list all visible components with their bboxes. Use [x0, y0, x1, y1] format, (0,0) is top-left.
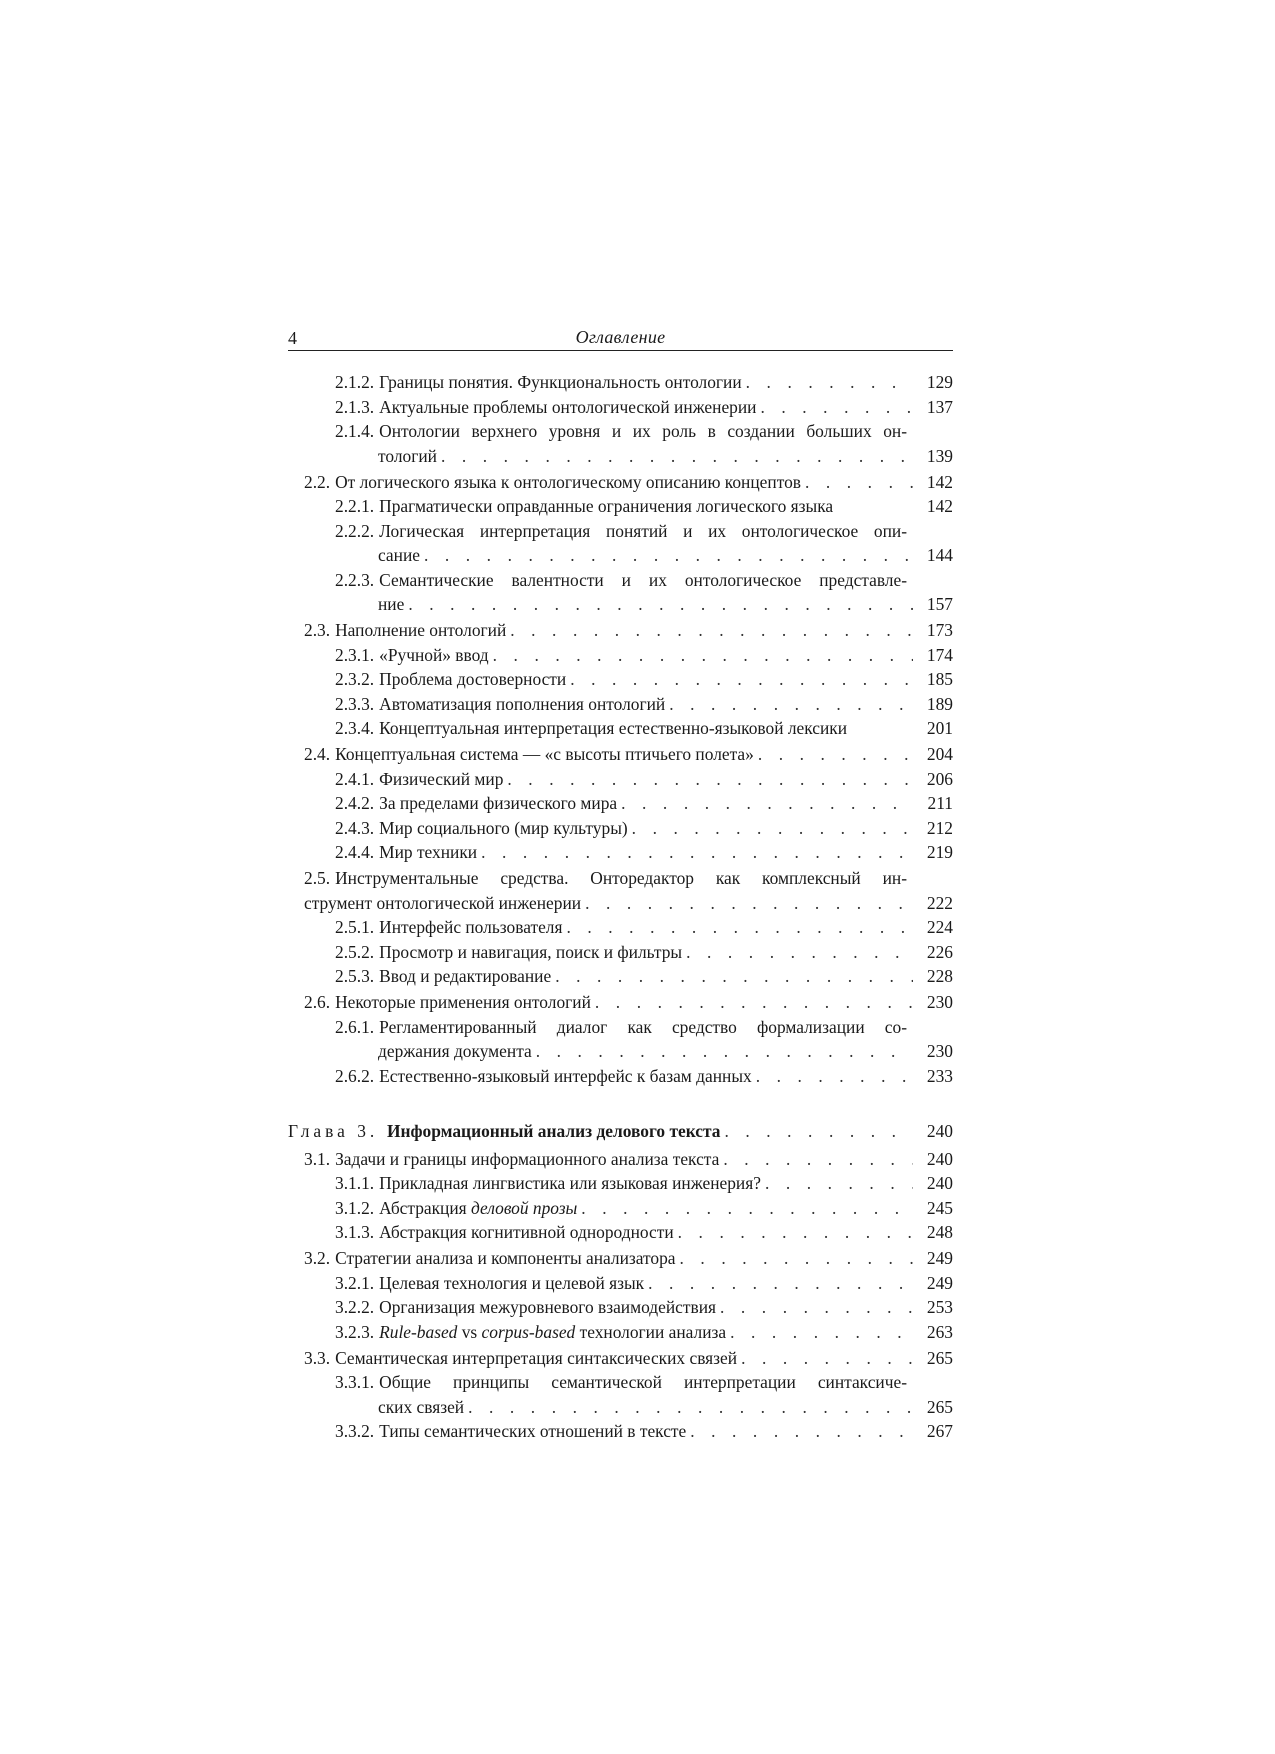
section-number: 2.1.2.: [335, 372, 375, 392]
toc-entry: [304, 1147, 953, 1172]
leader-dots: [408, 592, 913, 617]
section-title: Естественно-языковый интерфейс к базам данных: [379, 1065, 752, 1086]
page-ref: 230: [926, 1041, 953, 1061]
section-title: За пределами физического мира: [379, 793, 618, 813]
page-ref: 189: [926, 693, 953, 714]
page-number: 4: [288, 328, 297, 348]
leader-dots: [424, 543, 913, 568]
leader-dots: [720, 1295, 913, 1320]
page-ref: 240: [926, 1148, 953, 1169]
section-text: [335, 1320, 726, 1345]
section-text: [304, 470, 801, 495]
page-ref: 249: [926, 1272, 953, 1293]
section-text: [335, 1419, 686, 1444]
section-title: Наполнение онтологий: [335, 620, 507, 640]
section-text: [304, 618, 506, 643]
section-title: От логического языка к онтологическому описанию концептов: [335, 471, 801, 492]
leader-dots: [730, 1320, 913, 1345]
section-title: Задачи и границы информационного анализа текста: [335, 1148, 720, 1169]
toc-entry: [335, 395, 953, 420]
section-number: 2.2.1.: [335, 496, 375, 516]
toc-entry: [335, 767, 953, 792]
toc-entry-line: [335, 1171, 953, 1196]
toc-section-chapter-2: [288, 370, 953, 1088]
toc-entry-line: [335, 840, 953, 865]
section-text: [335, 1271, 644, 1296]
toc-entry-line: [335, 940, 953, 965]
leader-dots: [669, 692, 913, 717]
toc-entry: [335, 1196, 953, 1221]
toc-entry-line: [304, 1147, 953, 1172]
leader-dots: [741, 1346, 913, 1371]
toc-entry-line: [335, 494, 953, 519]
section-text: [335, 791, 617, 816]
section-number: 3.3.2.: [335, 1421, 375, 1441]
page-ref: 230: [926, 992, 953, 1012]
section-number: 2.4.2.: [335, 793, 375, 813]
section-title: Стратегии анализа и компоненты анализатора: [335, 1248, 676, 1268]
page-ref: 206: [926, 768, 953, 789]
section-title: Абстракция когнитивной однородности: [379, 1222, 674, 1242]
toc-entry-line: [335, 1320, 953, 1345]
leader-dots: [566, 915, 913, 940]
toc-entry: [335, 1295, 953, 1320]
page-ref: 173: [926, 620, 953, 640]
toc-entry: [335, 692, 953, 717]
section-number: 2.6.: [304, 992, 331, 1012]
section-number: 2.6.1.: [335, 1016, 375, 1037]
section-title: Логическая интерпретация понятий и их онтологическое опи-: [379, 520, 907, 541]
page-ref: 253: [926, 1297, 953, 1317]
toc-entry-line: [335, 816, 953, 841]
section-title: Типы семантических отношений в тексте: [379, 1421, 687, 1441]
toc-entry-line: [335, 1271, 953, 1296]
toc-entry: [335, 1320, 953, 1345]
toc-entry-line: [335, 1395, 953, 1420]
section-title: Абстракция: [379, 1197, 472, 1218]
toc-entry: [335, 667, 953, 692]
toc-entry: [335, 816, 953, 841]
page-ref: 142: [926, 496, 953, 516]
section-number: 2.1.3.: [335, 396, 375, 417]
section-number: 2.3.2.: [335, 669, 375, 689]
section-number: 3.3.: [304, 1347, 331, 1368]
toc-entry-line: [335, 667, 953, 692]
page-ref: 263: [926, 1321, 953, 1342]
toc-entry-line: [335, 1419, 953, 1444]
section-title: Семантическая интерпретация синтаксических связей: [335, 1347, 738, 1368]
leader-dots: [536, 1039, 913, 1064]
section-text: [335, 1220, 674, 1245]
section-number: 3.2.2.: [335, 1297, 375, 1317]
toc-entry-line: [335, 592, 953, 617]
section-text: [304, 1147, 719, 1172]
section-title: Концептуальная интерпретация естественно-языковой лексики: [379, 718, 848, 738]
section-number: 2.4.1.: [335, 768, 375, 789]
toc-entry-line: [335, 543, 953, 568]
toc-entry-line: [304, 618, 953, 643]
toc-entry: [335, 643, 953, 668]
leader-dots: [555, 964, 913, 989]
section-text: [304, 742, 754, 767]
leader-dots: [746, 370, 913, 395]
section-text: [304, 990, 591, 1015]
leader-dots: [570, 667, 913, 692]
section-number: 2.3.1.: [335, 644, 375, 665]
section-number: 2.4.3.: [335, 817, 375, 838]
leader-dots: [621, 791, 913, 816]
toc-entry-line: [304, 866, 953, 891]
toc-entry-line: [335, 1064, 953, 1089]
toc-entry-line: [335, 692, 953, 717]
section-title-continued: держания документа: [378, 1041, 532, 1061]
section-number: 2.2.3.: [335, 569, 375, 590]
toc-entry: [304, 470, 953, 495]
toc-entry: [335, 1271, 953, 1296]
section-title-italic: деловой прозы: [471, 1197, 578, 1218]
section-number: 2.3.3.: [335, 693, 375, 714]
page-ref: 226: [926, 941, 953, 962]
leader-dots: [805, 470, 913, 495]
toc-entry: [304, 1246, 953, 1271]
section-title: Автоматизация пополнения онтологий: [379, 693, 666, 714]
section-title: Актуальные проблемы онтологической инженерии: [379, 396, 757, 417]
chapter-label: Глава 3.: [288, 1121, 379, 1141]
toc-entry-line: [335, 1220, 953, 1245]
section-title-part: vs: [457, 1321, 482, 1342]
leader-dots: [507, 767, 913, 792]
page-ref: 265: [926, 1347, 953, 1368]
section-number: 2.4.4.: [335, 842, 375, 862]
leader-dots: [686, 940, 913, 965]
toc-entry-line: [335, 915, 953, 940]
toc-entry: [304, 866, 953, 915]
section-number: 3.1.1.: [335, 1173, 375, 1193]
page-ref: 157: [926, 594, 953, 614]
section-title: Прагматически оправданные ограничения логического языка: [379, 496, 834, 516]
section-number: 3.2.3.: [335, 1321, 375, 1342]
toc-entry-line: [335, 1370, 953, 1395]
section-text: [335, 643, 489, 668]
page-ref: 212: [926, 817, 953, 838]
section-title: Прикладная лингвистика или языковая инженерия?: [379, 1173, 761, 1193]
page-ref: 248: [926, 1222, 953, 1242]
page-ref: 201: [926, 718, 953, 738]
section-text: [335, 816, 628, 841]
toc-entry: [335, 1419, 953, 1444]
toc-entry-line: [304, 891, 953, 916]
toc-entry: [335, 716, 953, 741]
leader-dots: [585, 891, 913, 916]
section-text: [335, 1171, 761, 1196]
toc-entry-line: [335, 419, 953, 444]
section-text: [335, 494, 833, 519]
page-ref: 240: [926, 1173, 953, 1193]
page-ref: 139: [926, 445, 953, 466]
toc-entry: [304, 990, 953, 1015]
toc-entry: [335, 1171, 953, 1196]
toc-entry-line: [335, 1295, 953, 1320]
toc-entry-line: [335, 767, 953, 792]
toc-entry: [335, 791, 953, 816]
toc-entry-line: [335, 1015, 953, 1040]
section-title: Просмотр и навигация, поиск и фильтры: [379, 941, 683, 962]
section-number: 2.6.2.: [335, 1065, 375, 1086]
toc-entry-line: [335, 370, 953, 395]
table-of-contents: [288, 370, 953, 1444]
toc-entry: [335, 519, 953, 568]
leader-dots: [680, 1246, 913, 1271]
running-title: Оглавление: [575, 327, 666, 347]
section-title: Мир социального (мир культуры): [379, 817, 628, 838]
section-title: Физический мир: [379, 768, 504, 789]
leader-dots: [758, 742, 913, 767]
leader-dots: [765, 1171, 913, 1196]
section-title-continued: ских связей: [378, 1396, 465, 1417]
leader-dots: [481, 840, 913, 865]
section-title: Целевая технология и целевой язык: [379, 1272, 645, 1293]
section-number: 2.5.1.: [335, 917, 375, 937]
section-number: 2.3.: [304, 620, 331, 640]
section-title: Общие принципы семантической интерпретации синтаксиче-: [379, 1372, 907, 1392]
toc-entry-line: [335, 1196, 953, 1221]
toc-entry: [335, 494, 953, 519]
leader-dots: [690, 1419, 913, 1444]
toc-entry-line: [304, 1346, 953, 1371]
toc-entry-line: [304, 990, 953, 1015]
page-ref: 222: [926, 892, 953, 913]
toc-entry: [304, 618, 953, 643]
page-ref: 240: [926, 1121, 953, 1141]
toc-entry: [335, 840, 953, 865]
section-number: 2.5.3.: [335, 966, 375, 986]
toc-entry: [304, 1346, 953, 1371]
section-title: Организация межуровневого взаимодействия: [379, 1297, 717, 1317]
page-ref: 129: [926, 372, 953, 392]
section-text: [335, 964, 551, 989]
section-number: 3.3.1.: [335, 1372, 375, 1392]
toc-entry-line: [335, 1039, 953, 1064]
section-title-continued: ние: [378, 594, 405, 614]
toc-entry: [335, 1370, 953, 1419]
page-ref: 267: [926, 1421, 953, 1441]
toc-entry: [335, 419, 953, 468]
section-title-continued: сание: [378, 545, 420, 565]
page-ref: 233: [926, 1065, 953, 1086]
section-title: «Ручной» ввод: [379, 644, 489, 665]
section-text: [335, 370, 742, 395]
section-title: Проблема достоверности: [379, 669, 567, 689]
page-ref: 144: [926, 545, 953, 565]
leader-dots: [760, 395, 913, 420]
page-ref: 265: [926, 1396, 953, 1417]
section-text: [335, 1064, 752, 1089]
leader-dots: [632, 816, 913, 841]
section-text: [304, 1346, 737, 1371]
section-title: Онтологии верхнего уровня и их роль в создании больших он-: [379, 421, 907, 441]
section-title: Границы понятия. Функциональность онтологии: [379, 372, 742, 392]
leader-dots: [648, 1271, 913, 1296]
toc-entry: [335, 568, 953, 617]
leader-dots: [510, 618, 913, 643]
leader-dots: [441, 444, 913, 469]
section-text: [335, 940, 682, 965]
toc-entry: [335, 940, 953, 965]
section-text: [335, 767, 503, 792]
section-number: 2.2.2.: [335, 520, 375, 541]
leader-dots: [581, 1196, 913, 1221]
section-text: [335, 1295, 716, 1320]
section-number: 2.3.4.: [335, 718, 375, 738]
leader-dots: [493, 643, 913, 668]
toc-entry: [304, 742, 953, 767]
toc-entry-line: [335, 395, 953, 420]
page-ref: 211: [927, 793, 953, 813]
toc-entry-line: [335, 791, 953, 816]
toc-entry-line: [335, 643, 953, 668]
running-header: [288, 322, 953, 351]
page-ref: 204: [926, 744, 953, 764]
section-title: Ввод и редактирование: [379, 966, 552, 986]
section-text: [335, 692, 665, 717]
toc-entry-line: [304, 1246, 953, 1271]
toc-entry: [335, 1015, 953, 1064]
section-number: 2.1.4.: [335, 421, 375, 441]
toc-entry-line: [335, 716, 953, 741]
chapter-title: Информационный анализ делового текста: [386, 1121, 721, 1141]
leader-dots: [756, 1064, 913, 1089]
page-ref: 228: [926, 966, 953, 986]
toc-entry: [335, 370, 953, 395]
section-title-part: corpus-based: [481, 1321, 576, 1342]
section-number: 3.2.: [304, 1248, 331, 1268]
section-text: [335, 395, 756, 420]
section-title-continued: струмент онтологической инженерии: [304, 892, 582, 913]
page-ref: 249: [926, 1248, 953, 1268]
section-title-part: технологии анализа: [575, 1321, 727, 1342]
page-ref: 142: [926, 471, 953, 492]
toc-entry-line: [304, 470, 953, 495]
section-title: Семантические валентности и их онтологическое представле-: [379, 569, 907, 590]
toc-entry: [335, 915, 953, 940]
page-ref: 245: [926, 1197, 953, 1218]
section-title-part: Rule-based: [379, 1321, 458, 1342]
section-title: Мир техники: [379, 842, 478, 862]
toc-section-chapter-3: [288, 1147, 953, 1444]
leader-dots: [595, 990, 913, 1015]
toc-entry: [335, 964, 953, 989]
toc-entry: [335, 1064, 953, 1089]
section-number: 2.2.: [304, 471, 331, 492]
toc-entry-line: [335, 568, 953, 593]
section-text: [304, 1246, 676, 1271]
page-ref: 174: [926, 644, 953, 665]
section-title: Регламентированный диалог как средство формализации со-: [379, 1016, 907, 1037]
section-number: 2.5.2.: [335, 941, 375, 962]
section-title: Инструментальные средства. Онторедактор как комплексный ин-: [335, 868, 907, 888]
page-ref: 185: [926, 669, 953, 689]
toc-entry: [335, 1220, 953, 1245]
section-title: Интерфейс пользователя: [379, 917, 563, 937]
chapter-heading: [288, 1119, 953, 1144]
section-number: 3.1.: [304, 1148, 331, 1169]
section-number: 2.4.: [304, 744, 331, 764]
section-title: Некоторые применения онтологий: [335, 992, 591, 1012]
page-ref: 219: [926, 842, 953, 862]
section-number: 3.1.3.: [335, 1222, 375, 1242]
leader-dots: [678, 1220, 913, 1245]
section-text: [335, 716, 847, 741]
toc-entry-line: [304, 742, 953, 767]
leader-dots: [468, 1395, 913, 1420]
section-text: [335, 915, 562, 940]
section-text: [335, 667, 566, 692]
leader-dots: [723, 1147, 913, 1172]
section-title-continued: тологий: [378, 445, 437, 466]
toc-entry-line: [335, 444, 953, 469]
section-text: [335, 1196, 577, 1221]
page-ref: 224: [926, 917, 953, 937]
section-number: 3.1.2.: [335, 1197, 375, 1218]
leader-dots: [724, 1119, 913, 1144]
toc-entry-line: [335, 519, 953, 544]
section-number: 3.2.1.: [335, 1272, 375, 1293]
toc-entry-line: [335, 964, 953, 989]
section-number: 2.5.: [304, 868, 331, 888]
page-ref: 137: [926, 396, 953, 417]
section-title: Концептуальная система — «с высоты птичьего полета»: [335, 744, 754, 764]
section-text: [335, 840, 477, 865]
